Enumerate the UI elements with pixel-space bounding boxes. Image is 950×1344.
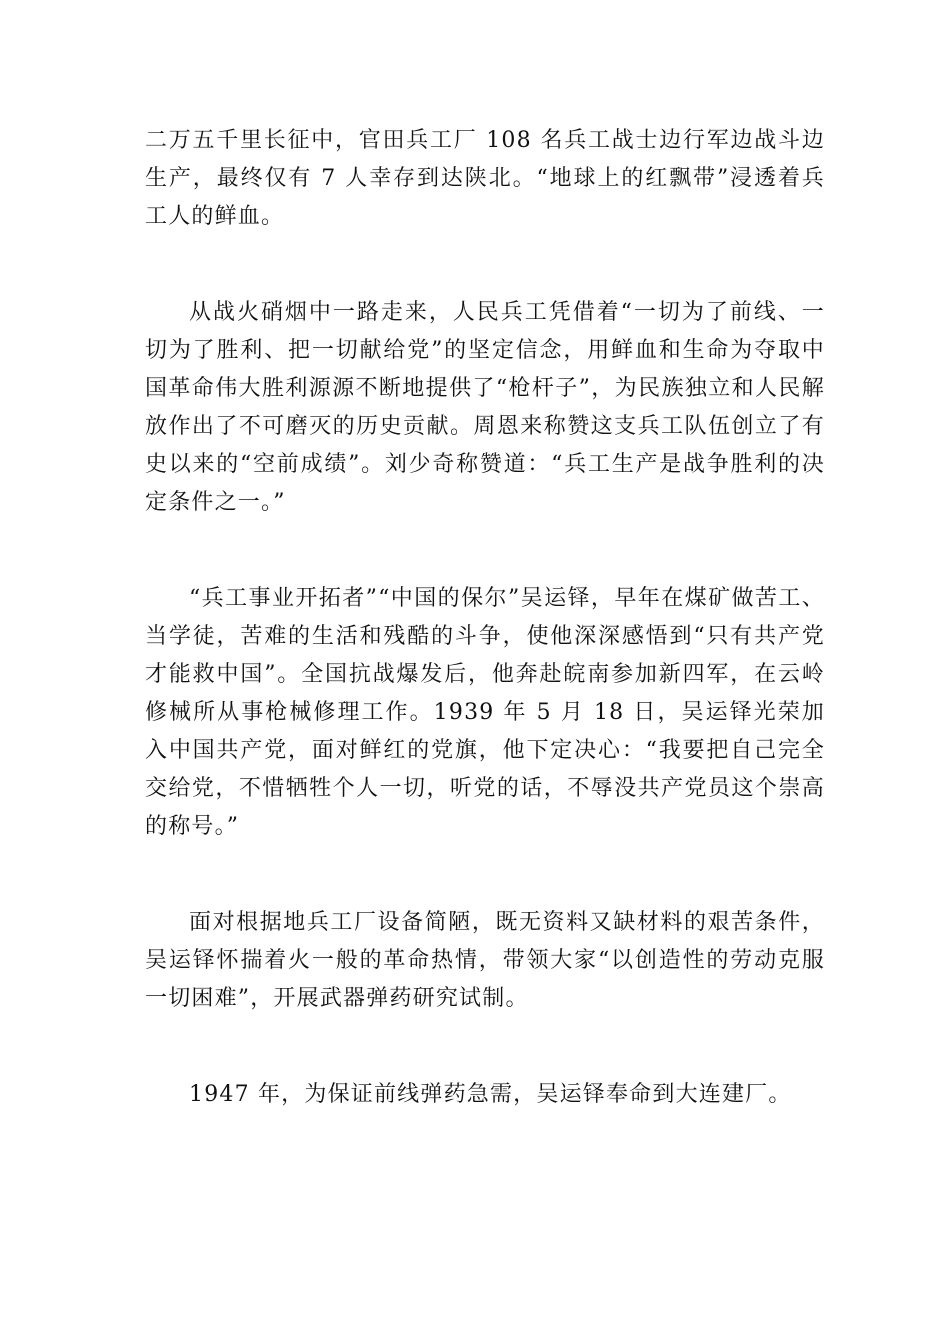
document-body xyxy=(145,122,825,1114)
paragraph-1: 二万五千里长征中，官田兵工厂 108 名兵工战士边行军边战斗边生产，最终仅有 7 人幸存到达陕北。“地球上的红飘带”浸透着兵工人的鲜血。 xyxy=(145,128,825,229)
paragraph-2: 从战火硝烟中一路走来，人民兵工凭借着“一切为了前线、一切为了胜利、把一切献给党”的坚定信念，用鲜血和生命为夺取中国革命伟大胜利源源不断地提供了“枪杆子”，为民族独立和人民解放作出了不可磨灭的历史贡献。周恩来称赞这支兵工队伍创立了有史以来的“空前成绩”。刘少奇称赞道：“兵工生产是战争胜利的决定条件之一。” xyxy=(145,300,825,515)
paragraph-5: 1947 年，为保证前线弹药急需，吴运铎奉命到大连建厂。 xyxy=(189,1082,792,1107)
paragraph-4: 面对根据地兵工厂设备简陋，既无资料又缺材料的艰苦条件，吴运铎怀揣着火一般的革命热情，带领大家“以创造性的劳动克服一切困难”，开展武器弹药研究试制。 xyxy=(145,910,825,1011)
paragraph-3: “兵工事业开拓者”“中国的保尔”吴运铎，早年在煤矿做苦工、当学徒，苦难的生活和残酷的斗争，使他深深感悟到“只有共产党才能救中国”。全国抗战爆发后，他奔赴皖南参加新四军，在云岭修械所从事枪械修理工作。1939 年 5 月 18 日，吴运铎光荣加入中国共产党，面对鲜红的党旗，他下定决心：“我要把自己完全交给党，不惜牺牲个人一切，听党的话，不辱没共产党员这个崇高的称号。” xyxy=(145,586,825,839)
